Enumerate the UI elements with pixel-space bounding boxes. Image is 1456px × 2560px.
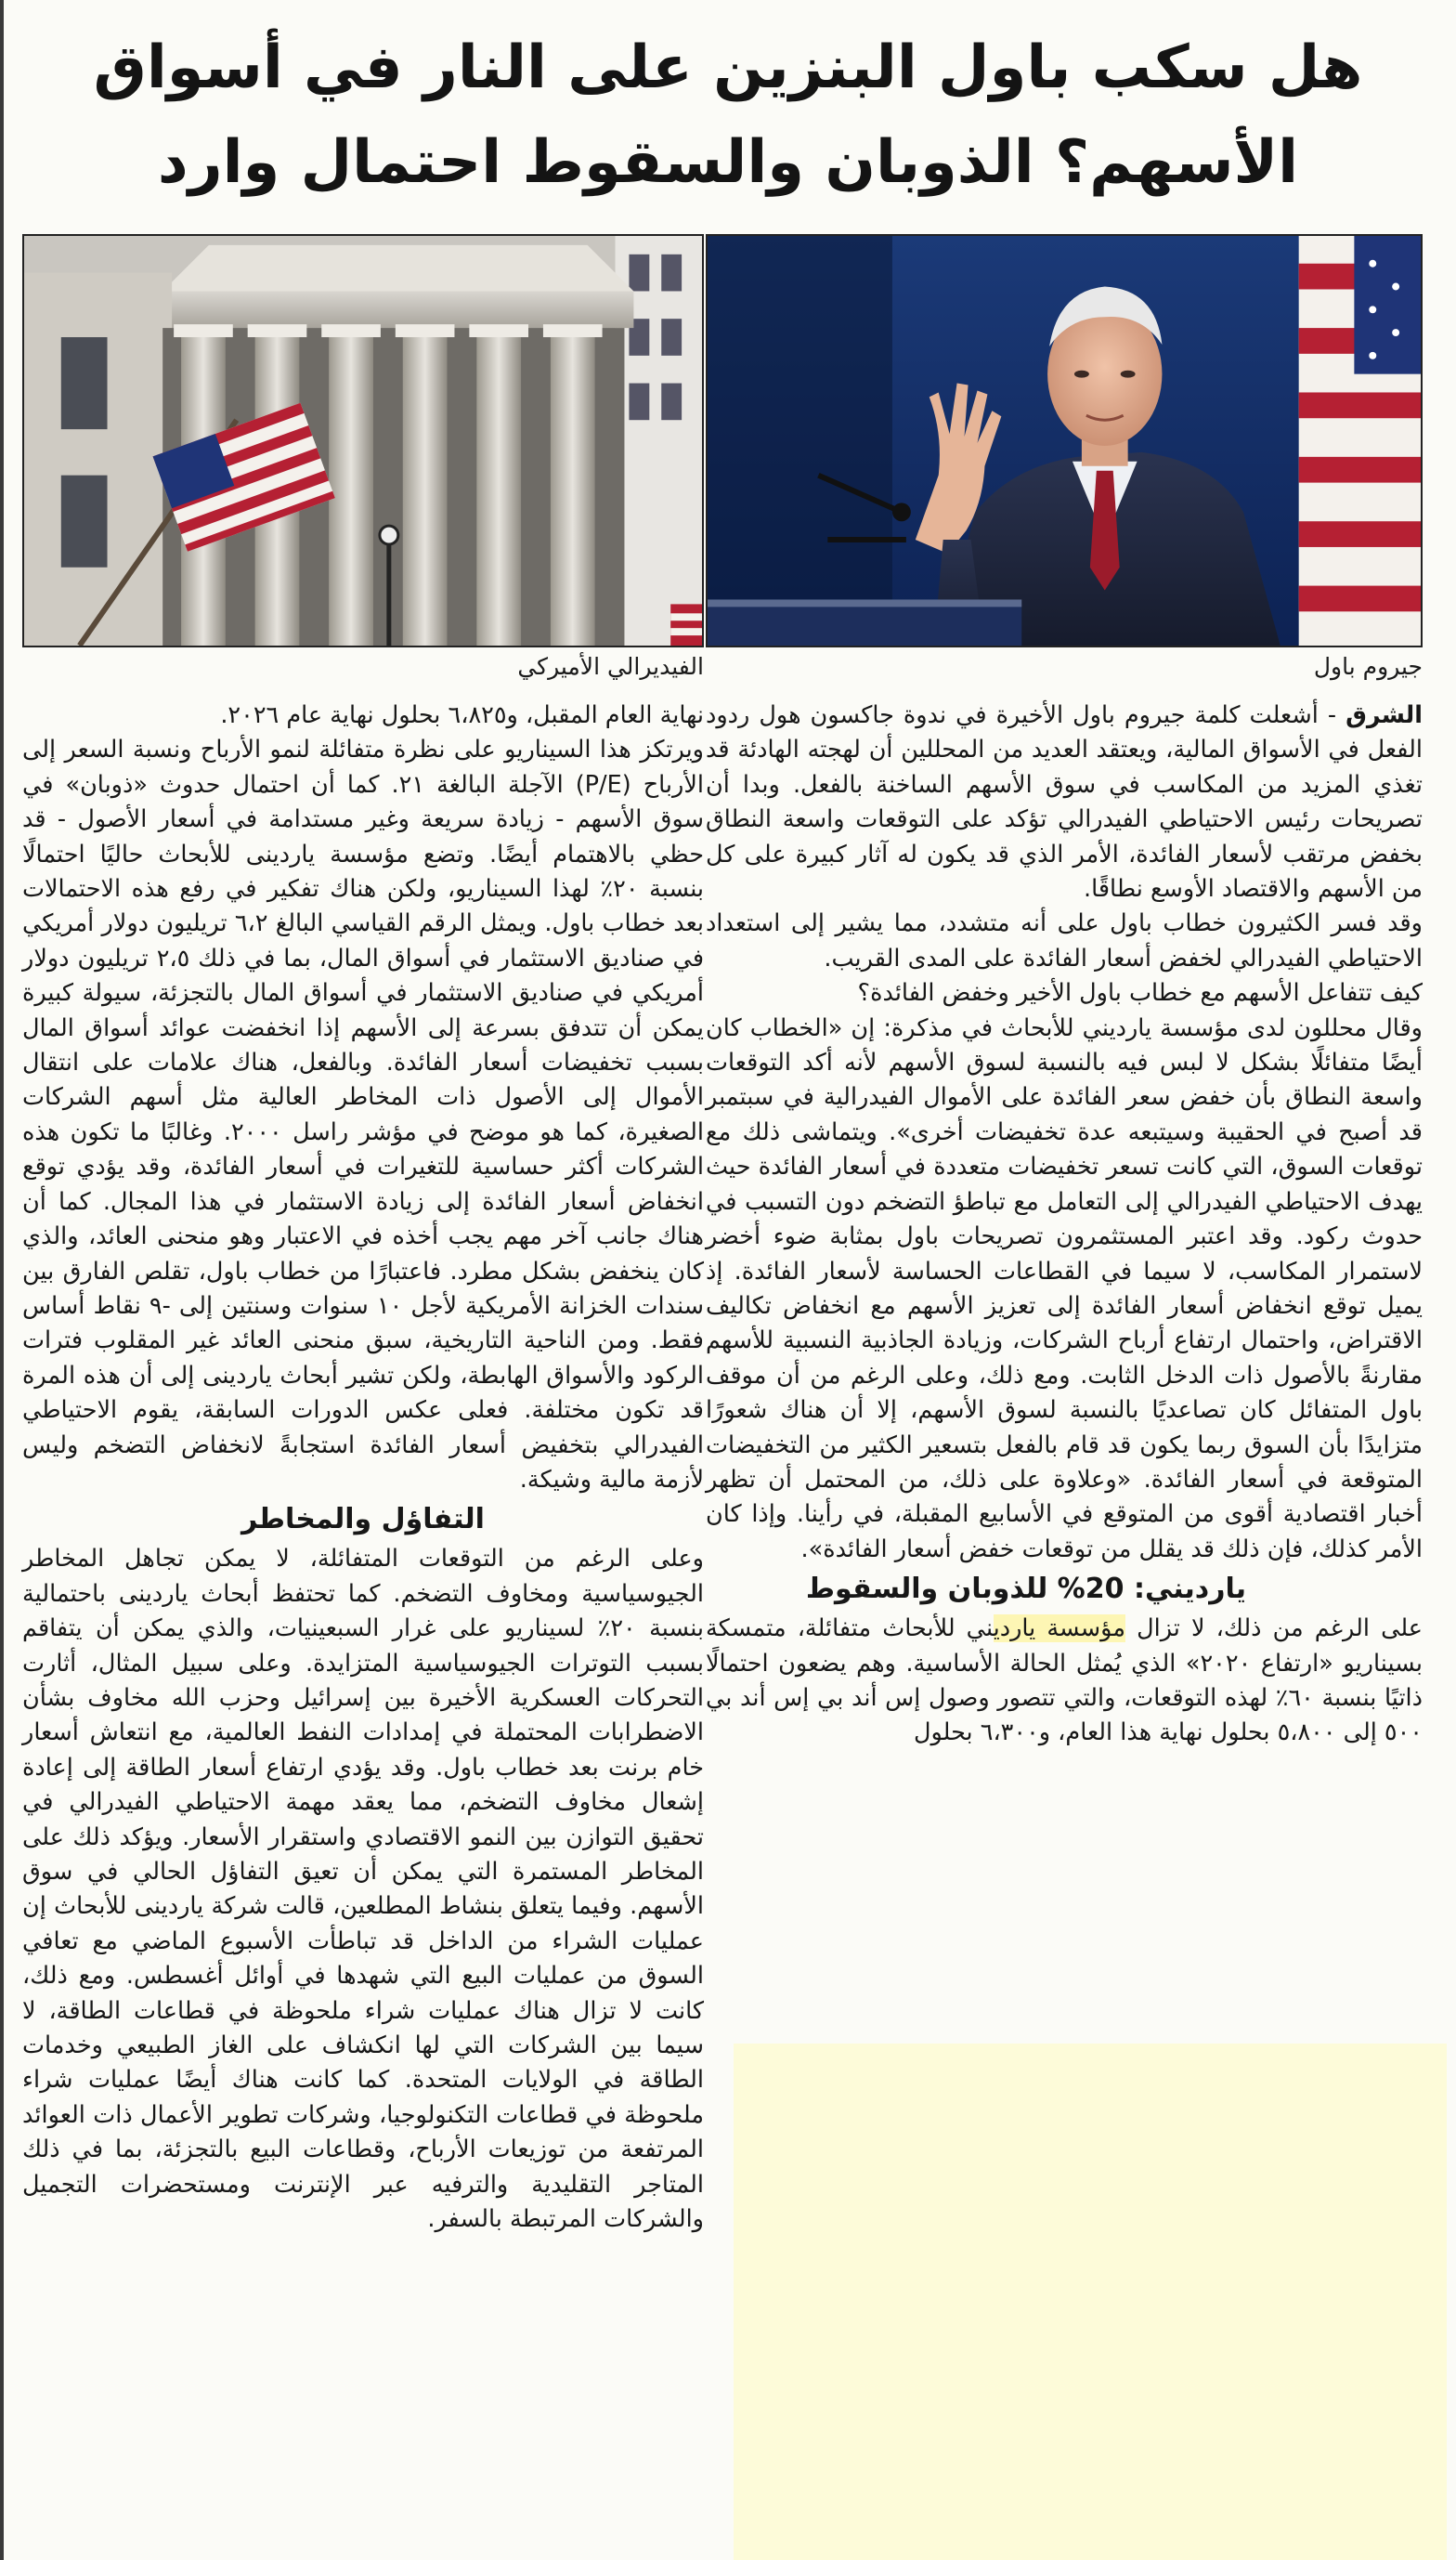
photo-federal-reserve-building <box>22 234 704 647</box>
headline <box>28 20 1428 210</box>
article-paragraph-text: على الرغم من ذلك، لا تزال <box>1125 1614 1423 1643</box>
article-paragraph: ويرتكز هذا السيناريو على نظرة متفائلة لنمو الأرباح ونسبة السعر إلى الأرباح (P/E) الآجلة البالغة ٢١. كما أن احتمال حدوث «ذوبان» في سوق الأسهم - زيادة سريعة وغير مستدامة في أسعار الأصول - قد حظي بالاهتمام أيضًا. وتضع مؤسسة ياردينى للأبحاث حاليًا احتمالًا بنسبة ٢٠٪ لهذا السيناريو، ولكن هناك تفكير في رفع هذه الاحتمالات بعد خطاب باول. ويمثل الرقم القياسي البالغ ٦،٢ تريليون دولار أمريكي في صناديق الاستثمار في أسواق المال، بما في ذلك ٢،٥ تريليون دولار أمريكي في صناديق الاستثمار في أسواق المال بالتجزئة، سيولة كبيرة يمكن أن تتدفق بسرعة إلى الأسهم إذا انخفضت عوائد أسواق المال بسبب تخفيضات أسعار الفائدة. وبالفعل، هناك علامات على انتقال الأموال إلى الأصول ذات المخاطر العالية مثل أسهم الشركات الصغيرة، كما هو موضح في مؤشر راسل ٢٠٠٠. وغالبًا ما تكون هذه الشركات أكثر حساسية للتغيرات في أسعار الفائدة، وقد يؤدي توقع انخفاض أسعار الفائدة إلى زيادة الاستثمار في هذا المجال. كما أن هناك جانب آخر مهم يجب أخذه في الاعتبار وهو منحنى العائد، والذي كان ينخفض بشكل مطرد. فاعتبارًا من خطاب باول، تقلص الفارق بين سندات الخزانة الأمريكية لأجل ١٠ سنوات وسنتين إلى -٩ نقاط أساس فقط. ومن الناحية التاريخية، سبق منحنى العائد غير المقلوب فترات الركود والأسواق الهابطة، ولكن تشير أبحاث ياردينى إلى أن هذه المرة قد تكون مختلفة. فعلى عكس الدورات السابقة، يقوم الاحتياطي الفيدرالي بتخفيض أسعار الفائدة استجابةً لانخفاض التضخم وليس لأزمة مالية وشيكة. <box>22 736 705 1494</box>
article-paragraph: وقال محللون لدى مؤسسة يارديني للأبحاث في مذكرة: إن «الخطاب كان أيضًا متفائلًا بشكل لا لبس فيه بالنسبة لسوق الأسهم لأنه أكد التوقعات واسعة النطاق بأن خفض سعر الفائدة على الأموال الفيدرالية في سبتمبر قد أصبح في الحقيبة وسيتبعه عدة تخفيضات أخرى». ويتماشى ذلك مع توقعات السوق، التي كانت تسعر تخفيضات متعددة في أسعار الفائدة حيث يهدف الاحتياطي الفيدرالي إلى التعامل مع تباطؤ التضخم دون التسبب في حدوث ركود. وقد اعتبر المستثمرون تصريحات باول بمثابة ضوء أخضر لاستمرار المكاسب، لا سيما في القطاعات الحساسة لأسعار الفائدة. إذ يميل توقع انخفاض أسعار الفائدة إلى تعزيز الأسهم مع انخفاض تكاليف الاقتراض، واحتمال ارتفاع أرباح الشركات، وزيادة الجاذبية النسبية للأسهم مقارنةً بالأصول ذات الدخل الثابت. ومع ذلك، وعلى الرغم من أن موقف باول المتفائل كان تصاعديًا بالنسبة لسوق الأسهم، إلا أن هناك شعورًا متزايدًا بأن السوق ربما يكون قد قام بالفعل بتسعير الكثير من التخفيضات المتوقعة في أسعار الفائدة. «وعلاوة على ذلك، من المحتمل أن تظهر أخبار اقتصادية أقوى من المتوقع في الأسابيع المقبلة، في رأينا. وإذا كان الأمر كذلك، فإن ذلك قد يقلل من توقعات خفض أسعار الفائدة». <box>706 1013 1423 1563</box>
headline-line-2: الأسهم؟ الذوبان والسقوط احتمال وارد <box>157 128 1299 197</box>
article-column-left <box>22 699 704 2237</box>
article-paragraph <box>706 1612 1423 1751</box>
article-column-right <box>706 699 1423 1751</box>
page-edge <box>0 0 4 2560</box>
article-paragraph-text: - أشعلت كلمة جيروم باول الأخيرة في ندوة جاكسون هول ردود الفعل في الأسواق المالية، ويعتقد العديد من المحللين أن لهجته الهادئة قد تغذي المزيد من المكاسب في سوق الأسهم الساخنة بالفعل. وبدا أن تصريحات رئيس الاحتياطي الفيدرالي تؤكد على التوقعات واسعة النطاق بخفض مرتقب لأسعار الفائدة، الأمر الذي قد يكون له آثار كبيرة على كل من الأسهم والاقتصاد الأوسع نطاقًا. <box>706 701 1423 904</box>
highlighted-text: مؤسسة ياردي <box>993 1614 1125 1643</box>
photo-caption-building: الفيديرالي الأميركي <box>517 653 704 680</box>
article-paragraph: وقد فسر الكثيرون خطاب باول على أنه متشدد، مما يشير إلى استعداد الاحتياطي الفيدرالي لخفض أسعار الفائدة على المدى القريب. <box>706 909 1423 973</box>
highlight-background <box>734 2044 1447 2560</box>
article-question: كيف تتفاعل الأسهم مع خطاب باول الأخير وخفض الفائدة؟ <box>857 979 1423 1008</box>
article-paragraph <box>706 699 1423 907</box>
photo-building-illustration <box>24 236 702 646</box>
article-paragraph-text: ني للأبحاث متفائلة، متمسكة بسيناريو «ارتفاع ٢٠٢٠» الذي يُمثل الحالة الأساسية. وهم يضعون احتمالًا ذاتيًا بنسبة ٦٠٪ لهذه التوقعات، والتي تتصور وصول إس أند بي إس أند بي ٥٠٠ إلى ٥،٨٠٠ بحلول نهاية هذا العام، و٦،٣٠٠ بحلول <box>706 1614 1423 1747</box>
article-paragraph: وعلى الرغم من التوقعات المتفائلة، لا يمكن تجاهل المخاطر الجيوسياسية ومخاوف التضخم. كما تحتفظ أبحاث ياردينى باحتمالية بنسبة ٢٠٪ لسيناريو على غرار السبعينيات، والذي يمكن أن يتفاقم بسبب التوترات الجيوسياسية المتزايدة. وعلى سبيل المثال، أثارت التحركات العسكرية الأخيرة بين إسرائيل وحزب الله مخاوف بشأن الاضطرابات المحتملة في إمدادات النفط العالمية، مع انتعاش أسعار خام برنت بعد خطاب باول. وقد يؤدي ارتفاع أسعار الطاقة إلى إعادة إشعال مخاوف التضخم، مما يعقد مهمة الاحتياطي الفيدرالي في تحقيق التوازن بين النمو الاقتصادي واستقرار الأسعار. ويؤكد ذلك على المخاطر المستمرة التي يمكن أن تعيق التفاؤل الحالي في سوق الأسهم. وفيما يتعلق بنشاط المطلعين، قالت شركة ياردينى للأبحاث إن عمليات الشراء من الداخل قد تباطأت الأسبوع الماضي مع تعافي السوق من عمليات البيع التي شهدها في أوائل أغسطس. ومع ذلك، كانت لا تزال هناك عمليات شراء ملحوظة في قطاعات الطاقة، لا سيما بين الشركات التي لها انكشاف على الغاز الطبيعي وخدمات الطاقة في الولايات المتحدة. كما كانت هناك أيضًا عمليات شراء ملحوظة في قطاعات التكنولوجيا، وشركات تطوير الأعمال ذات العوائد المرتفعة من توزيعات الأرباح، وقطاعات البيع بالتجزئة، بما في ذلك المتاجر التقليدية والترفيه عبر الإنترنت ومستحضرات التجميل والشركات المرتبطة بالسفر. <box>22 1545 704 2234</box>
photo-caption-speaker: جيروم باول <box>1313 653 1423 680</box>
section-subhead: التفاؤل والمخاطر <box>241 1503 485 1536</box>
section-subhead: يارديني: 20% للذوبان والسقوط <box>805 1573 1246 1606</box>
headline-line-1: هل سكب باول البنزين على النار في أسواق <box>93 33 1363 102</box>
article-paragraph: نهاية العام المقبل، و٦،٨٢٥ بحلول نهاية عام ٢٠٢٦. <box>220 701 704 729</box>
photo-speaker-illustration <box>708 236 1421 646</box>
photo-speaker <box>706 234 1423 647</box>
article-lead-word: الشرق <box>1346 701 1423 729</box>
